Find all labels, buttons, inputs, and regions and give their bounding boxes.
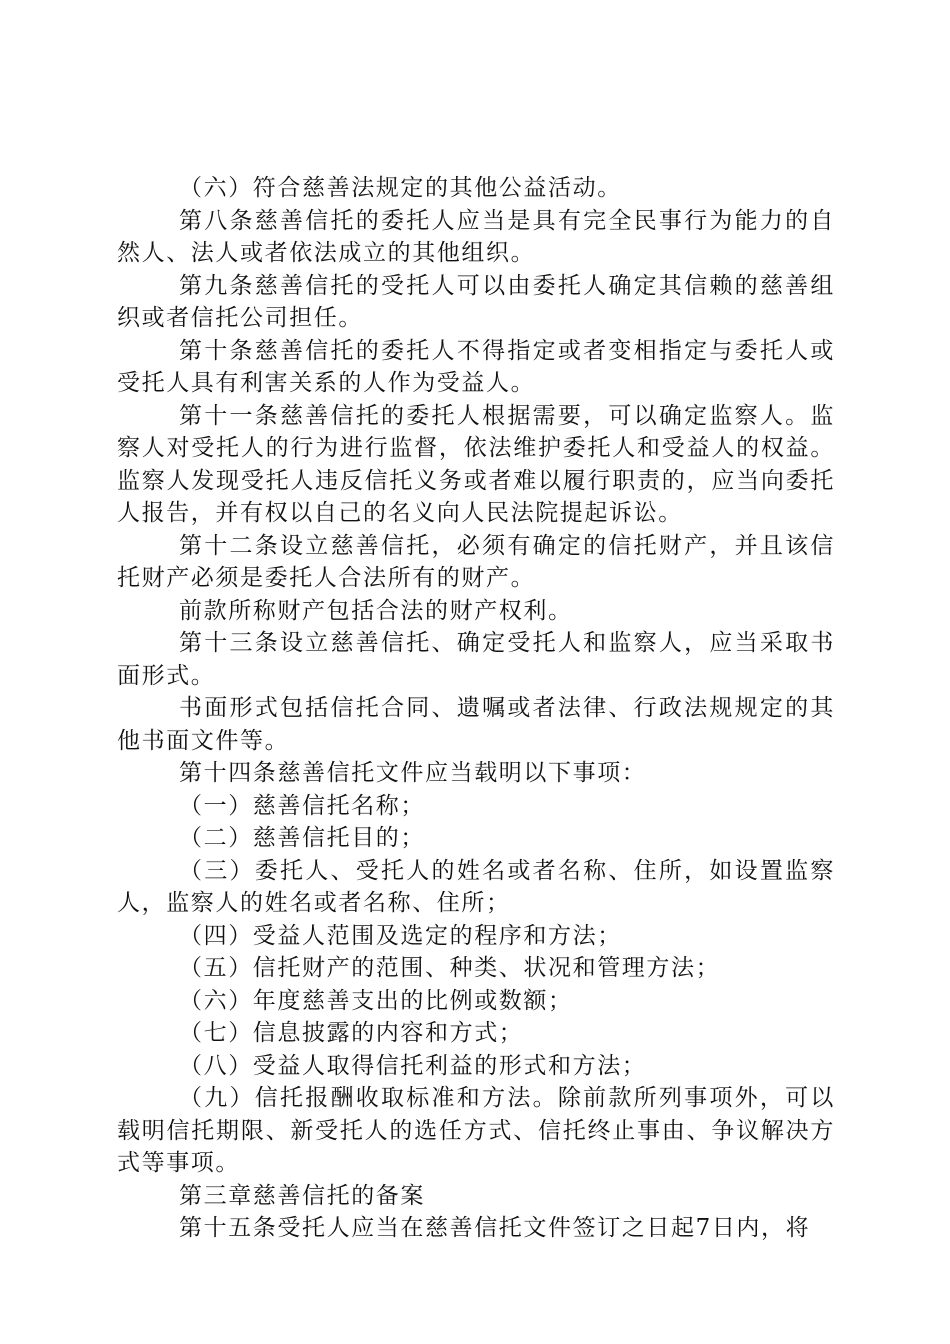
list-item: （三）委托人、受托人的姓名或者名称、住所，如设置监察人，监察人的姓名或者名称、住所；: [117, 857, 835, 916]
list-item: （八）受益人取得信托利益的形式和方法；: [179, 1052, 647, 1079]
paragraph: 前款所称财产包括合法的财产权利。: [179, 597, 573, 624]
list-item: （五）信托财产的范围、种类、状况和管理方法；: [179, 955, 721, 981]
paragraph: 第十四条慈善信托文件应当载明以下事项：: [179, 760, 647, 786]
paragraph: 第十五条受托人应当在慈善信托文件签订之日起7日内，将: [179, 1215, 811, 1241]
list-item: （六）年度慈善支出的比例或数额；: [179, 987, 573, 1014]
list-item: （九）信托报酬收取标准和方法。除前款所列事项外，可以载明信托期限、新受托人的选任方式、信托终止事由、争议解决方式等事项。: [117, 1085, 835, 1176]
paragraph: 第九条慈善信托的受托人可以由委托人确定其信赖的慈善组织或者信托公司担任。: [117, 272, 835, 331]
list-item: （二）慈善信托目的；: [179, 825, 425, 851]
list-item: （四）受益人范围及选定的程序和方法；: [179, 922, 622, 949]
paragraph: 书面形式包括信托合同、遗嘱或者法律、行政法规规定的其他书面文件等。: [117, 695, 835, 754]
paragraph: 第十三条设立慈善信托、确定受托人和监察人，应当采取书面形式。: [117, 630, 835, 689]
document-body: [117, 172, 835, 1245]
paragraph: 第十条慈善信托的委托人不得指定或者变相指定与委托人或受托人具有利害关系的人作为受益人。: [117, 337, 835, 396]
paragraph: （六）符合慈善法规定的其他公益活动。: [179, 175, 622, 201]
paragraph: 第十一条慈善信托的委托人根据需要，可以确定监察人。监察人对受托人的行为进行监督，依法维护委托人和受益人的权益。监察人发现受托人违反信托义务或者难以履行职责的，应当向委托人报告，并有权以自己的名义向人民法院提起诉讼。: [117, 402, 835, 526]
list-item: （七）信息披露的内容和方式；: [179, 1020, 524, 1046]
paragraph: 第八条慈善信托的委托人应当是具有完全民事行为能力的自然人、法人或者依法成立的其他组织。: [117, 207, 835, 266]
chapter-heading: 第三章慈善信托的备案: [179, 1182, 425, 1209]
paragraph: 第十二条设立慈善信托，必须有确定的信托财产，并且该信托财产必须是委托人合法所有的财产。: [117, 532, 835, 591]
list-item: （一）慈善信托名称；: [179, 792, 425, 819]
